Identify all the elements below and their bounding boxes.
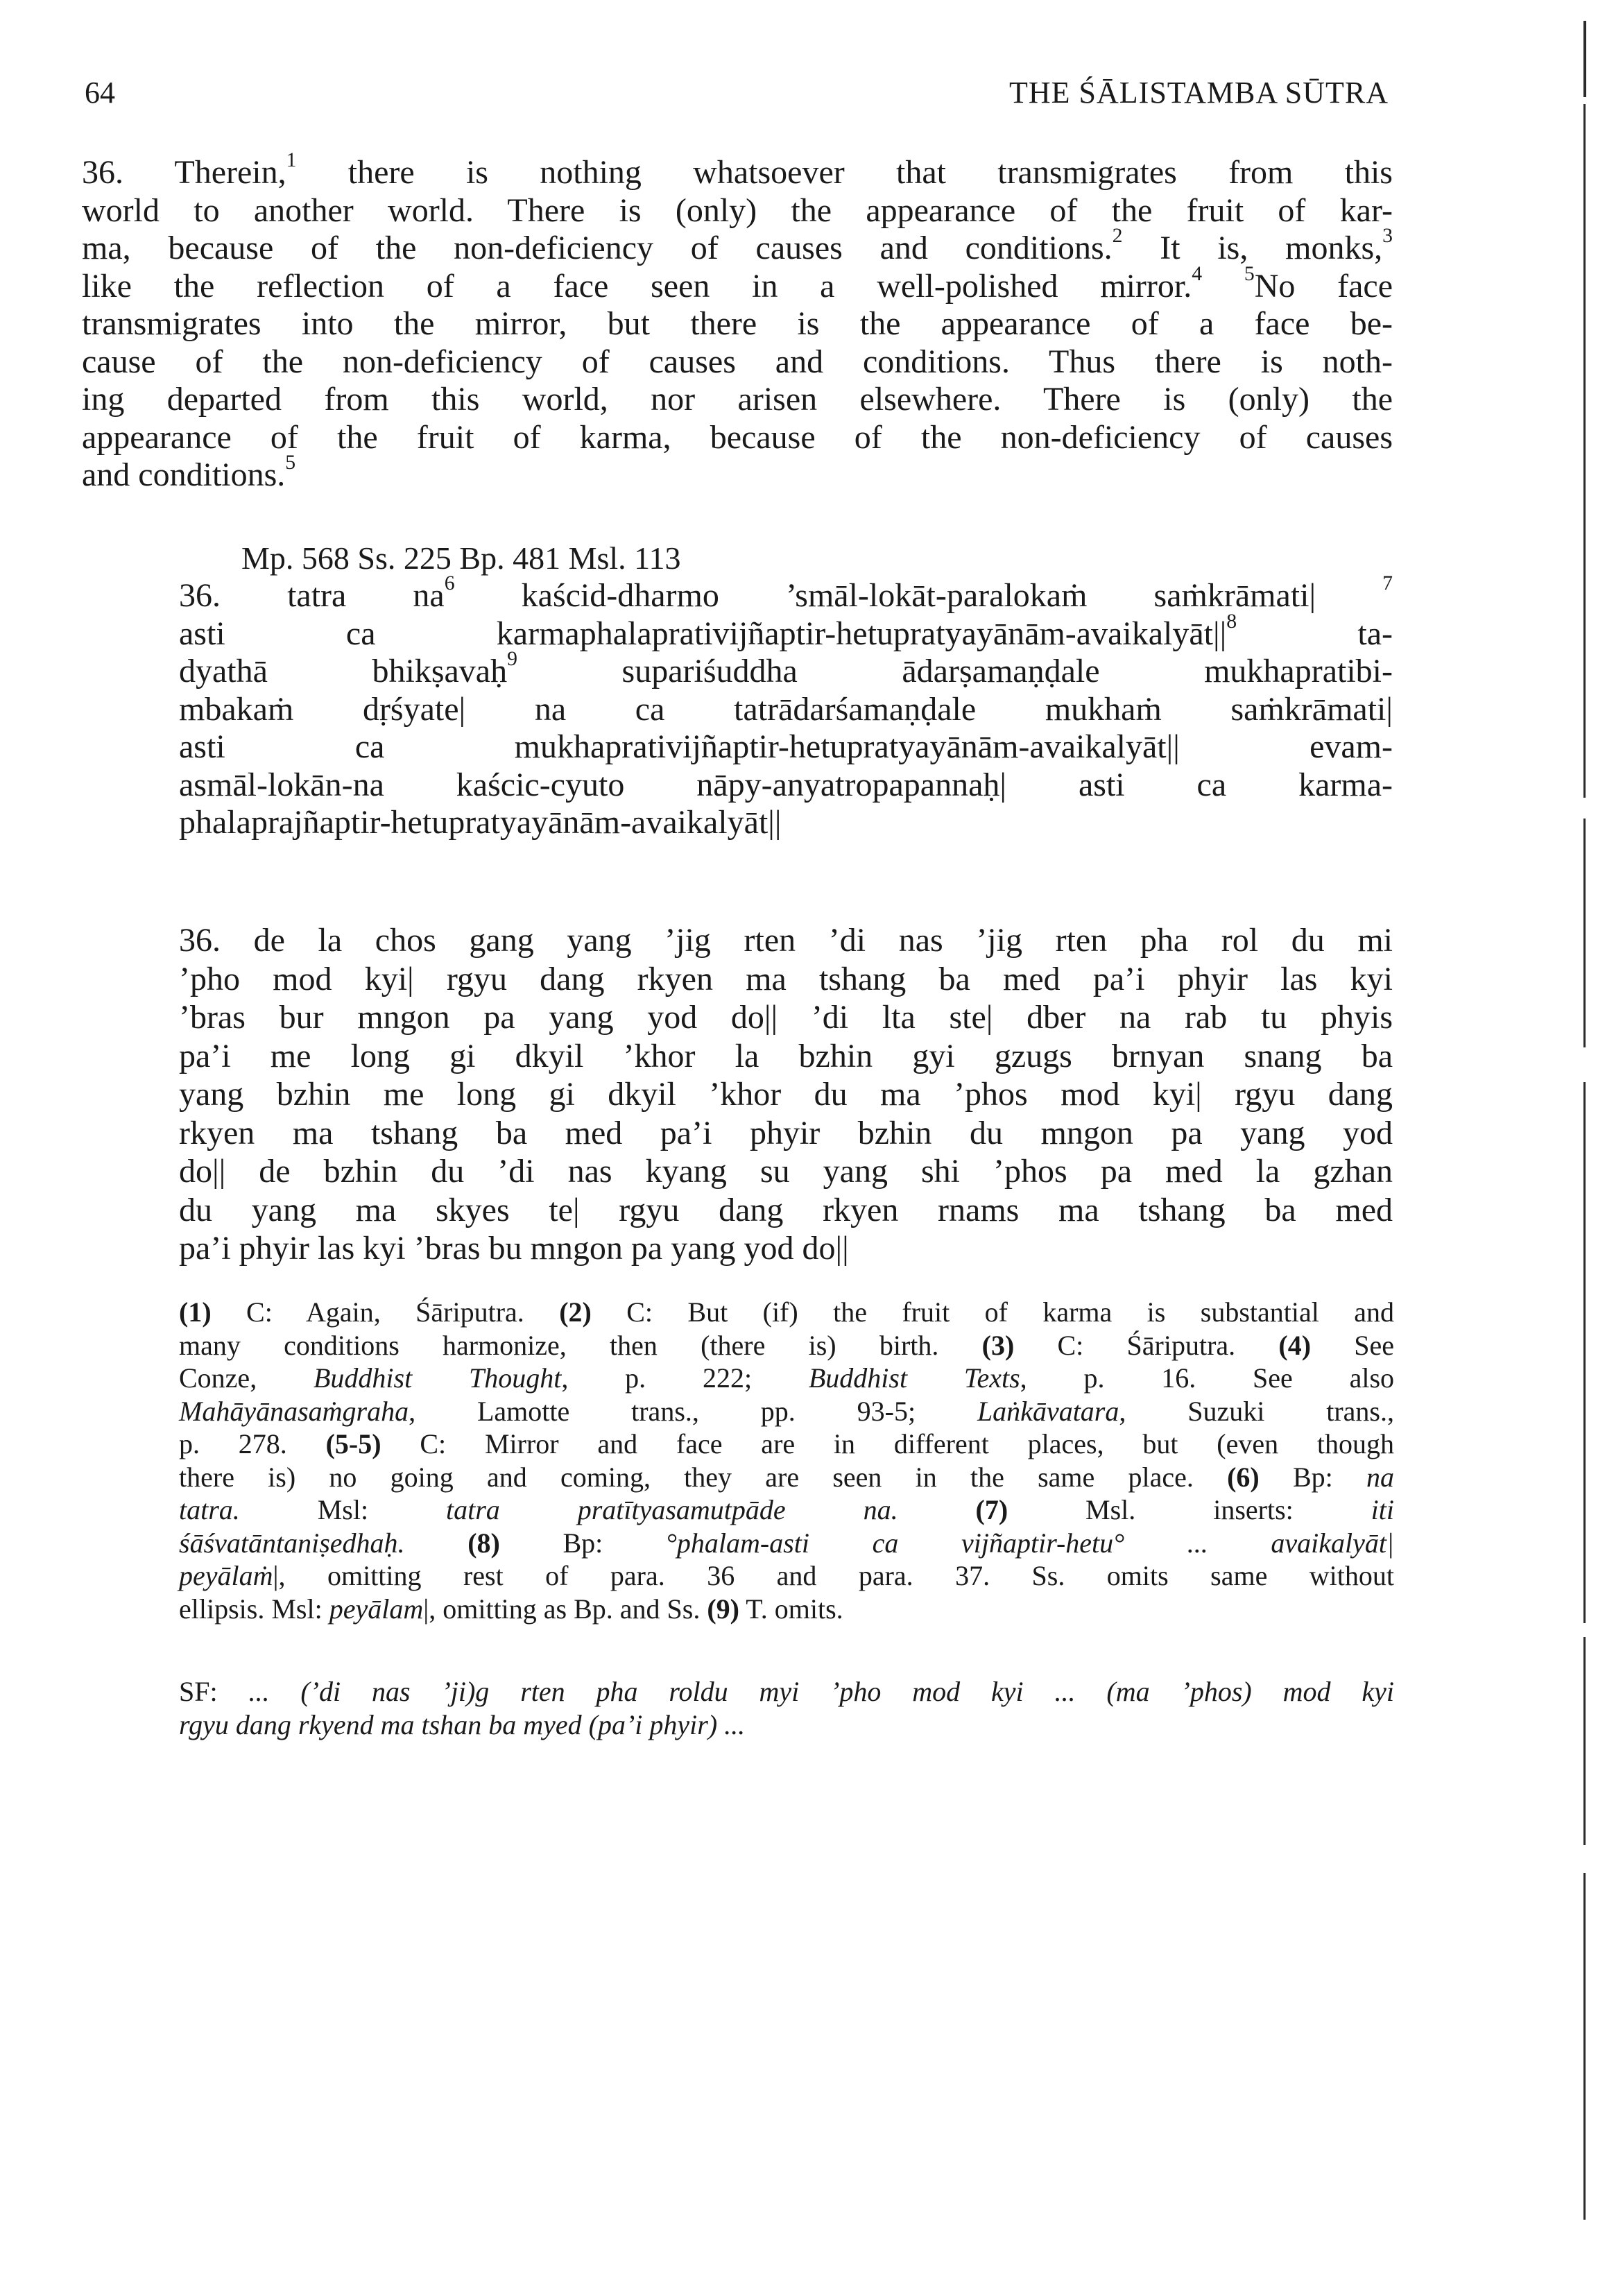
footnote-line: many conditions harmonize, then (there is) birth. (3) C: Śāriputra. (4) See bbox=[179, 1329, 1394, 1361]
text-line: appearance of the fruit of karma, because of the non-deficiency of causes bbox=[82, 418, 1393, 456]
text-line: and conditions.$^5$ bbox=[82, 451, 296, 493]
note-number: (2) bbox=[559, 1296, 592, 1328]
text-line: ’pho mod kyi| rgyu dang rkyen ma tshang ba med pa’i phyir las kyi bbox=[179, 960, 1393, 997]
text-line: SF: ... (’di nas ’ji)g rten pha roldu myi ’pho mod kyi ... (ma ’phos) mod kyi bbox=[179, 1676, 1394, 1707]
text-line: 36. tatra $na^6$ kaścid-dharmo ’smāl-lokāt-paralokaṁ saṁkrāmati| $^7$ bbox=[179, 572, 1393, 614]
sf-label: SF: bbox=[179, 1676, 249, 1707]
footnote-marker: 3 bbox=[1382, 224, 1393, 248]
footnote-marker: 9 bbox=[507, 647, 517, 671]
footnote-marker: 4 bbox=[1192, 262, 1203, 285]
footnote-line: (1) C: Again, Śāriputra. (2) C: But (if) the fruit of karma is substantial and bbox=[179, 1296, 1395, 1328]
text-line: du yang ma skyes te| rgyu dang rkyen rnams ma tshang ba med bbox=[179, 1191, 1393, 1228]
footnote-line: tatra. Msl: tatra pratītyasamutpāde na. (7) Msl. inserts: iti bbox=[179, 1494, 1395, 1525]
note-number: (3) bbox=[981, 1329, 1015, 1361]
text-line: world to another world. There is (only) the appearance of the fruit of kar- bbox=[82, 191, 1393, 229]
text-line: transmigrates into the mirror, but there is the appearance of a face be- bbox=[82, 305, 1393, 342]
footnote-line: p. 278. (5-5) C: Mirror and face are in different places, but (even though bbox=[179, 1428, 1394, 1459]
text-line: 36. de la chos gang yang ’jig rten ’di nas ’jig rten pha rol du mi bbox=[179, 922, 1393, 959]
text-line: asmāl-lokān-na kaścic-cyuto nāpy-anyatropapannaḥ| asti ca karma- bbox=[179, 766, 1393, 803]
footnote-marker: 5 bbox=[1244, 262, 1255, 285]
footnote-line: ellipsis. Msl: peyālam|, omitting as Bp. and Ss. (9) T. omits. bbox=[179, 1593, 843, 1625]
text-line: yang bzhin me long gi dkyil ’khor du ma ’phos mod kyi| rgyu dang bbox=[179, 1076, 1393, 1113]
scan-edge-line bbox=[1583, 1637, 1586, 1845]
text-line: asti ca karmaphalaprativijñaptir-$hetupratyayānām-avaikalyāt||^8$ ta- bbox=[179, 609, 1393, 652]
text-line: ’bras bur mngon pa yang yod do|| ’di lta ste| dber na rab tu phyis bbox=[179, 999, 1393, 1036]
footnote-marker: 6 bbox=[444, 572, 455, 595]
text-line: asti ca mukhaprativijñaptir-hetupratyayānām-avaikalyāt|| evam- bbox=[179, 728, 1393, 765]
note-number: (8) bbox=[467, 1527, 500, 1559]
footnote-marker: 8 bbox=[1226, 609, 1237, 633]
note-number: (5-5) bbox=[325, 1428, 381, 1459]
text-line: like the reflection of a face seen in a well-polished mirror.$^4$ $^5$No face bbox=[82, 262, 1393, 305]
text-line: do|| de bzhin du ’di nas kyang su yang shi ’phos pa med la gzhan bbox=[179, 1153, 1393, 1190]
sanskrit-source-reference: Mp. 568 Ss. 225 Bp. 481 Msl. 113 bbox=[241, 540, 681, 576]
note-number: (1) bbox=[179, 1296, 212, 1328]
sf-fragment-note bbox=[179, 1675, 1394, 1742]
footnote-line: peyālaṁ|, omitting rest of para. 36 and para. 37. Ss. omits same without bbox=[179, 1560, 1394, 1591]
text-line: rgyu dang rkyend ma tshan ba myed (pa’i phyir) ... bbox=[179, 1709, 746, 1740]
page-number: 64 bbox=[85, 76, 115, 110]
text-line: pa’i phyir las kyi ’bras bu mngon pa yang yod do|| bbox=[179, 1230, 849, 1267]
footnote-line: Conze, Buddhist Thought, p. 222; Buddhist Texts, p. 16. See also bbox=[179, 1362, 1395, 1394]
text-line: ma, because of the non-deficiency of causes and conditions.$^2$ It is, monks,$^3$ bbox=[82, 224, 1393, 266]
scan-edge-line bbox=[1583, 21, 1586, 97]
footnotes bbox=[179, 1296, 1394, 1625]
scan-edge-line bbox=[1583, 1873, 1586, 2220]
note-number: (6) bbox=[1227, 1461, 1260, 1493]
text-line: dyathā bhikṣavaḥ$^9$ supariśuddha ādarṣamaṇḍale mukhapratibi- bbox=[179, 647, 1393, 689]
scan-edge-line bbox=[1583, 1082, 1586, 1623]
footnote-marker: 5 bbox=[285, 451, 296, 474]
text-line: pa’i me long gi dkyil ’khor la bzhin gyi gzugs brnyan snang ba bbox=[179, 1037, 1393, 1074]
text-line: 36. Therein,$^1$ there is nothing whatsoever that transmigrates from this bbox=[82, 148, 1393, 191]
tibetan-text-paragraph bbox=[179, 921, 1393, 1268]
note-number: (4) bbox=[1278, 1329, 1312, 1361]
sanskrit-text-paragraph bbox=[179, 572, 1393, 842]
text-line: cause of the non-deficiency of causes and conditions. Thus there is noth- bbox=[82, 343, 1393, 380]
footnote-line: Mahāyānasaṁgraha, Lamotte trans., pp. 93-5; Laṅkāvatara, Suzuki trans., bbox=[179, 1395, 1394, 1427]
note-number: (9) bbox=[707, 1593, 739, 1625]
footnote-line: śāśvatāntaniṣedhaḥ. (8) Bp: °phalam-asti ca vijñaptir-hetu° ... avaikalyāt| bbox=[179, 1527, 1395, 1559]
footnote-marker: 2 bbox=[1112, 224, 1123, 248]
text-line: mbakaṁ dṛśyate| na ca tatrādarśamaṇḍale mukhaṁ saṁkrāmati| bbox=[179, 690, 1393, 728]
english-translation-paragraph bbox=[82, 148, 1393, 495]
footnote-marker: 1 bbox=[286, 148, 297, 172]
page-header bbox=[85, 75, 1389, 117]
note-number: (7) bbox=[975, 1494, 1008, 1525]
running-title: THE ŚĀLISTAMBA SŪTRA bbox=[1009, 76, 1389, 110]
text-line: phalaprajñaptir-hetupratyayānām-avaikalyāt|| bbox=[179, 804, 782, 841]
footnote-line: there is) no going and coming, they are seen in the same place. (6) Bp: na bbox=[179, 1461, 1395, 1493]
text-line: rkyen ma tshang ba med pa’i phyir bzhin du mngon pa yang yod bbox=[179, 1114, 1393, 1151]
scan-edge-line bbox=[1583, 819, 1586, 1047]
text-line: ing departed from this world, nor arisen elsewhere. There is (only) the bbox=[82, 381, 1393, 418]
footnote-marker: 7 bbox=[1382, 572, 1393, 595]
scan-edge-line bbox=[1583, 104, 1586, 798]
